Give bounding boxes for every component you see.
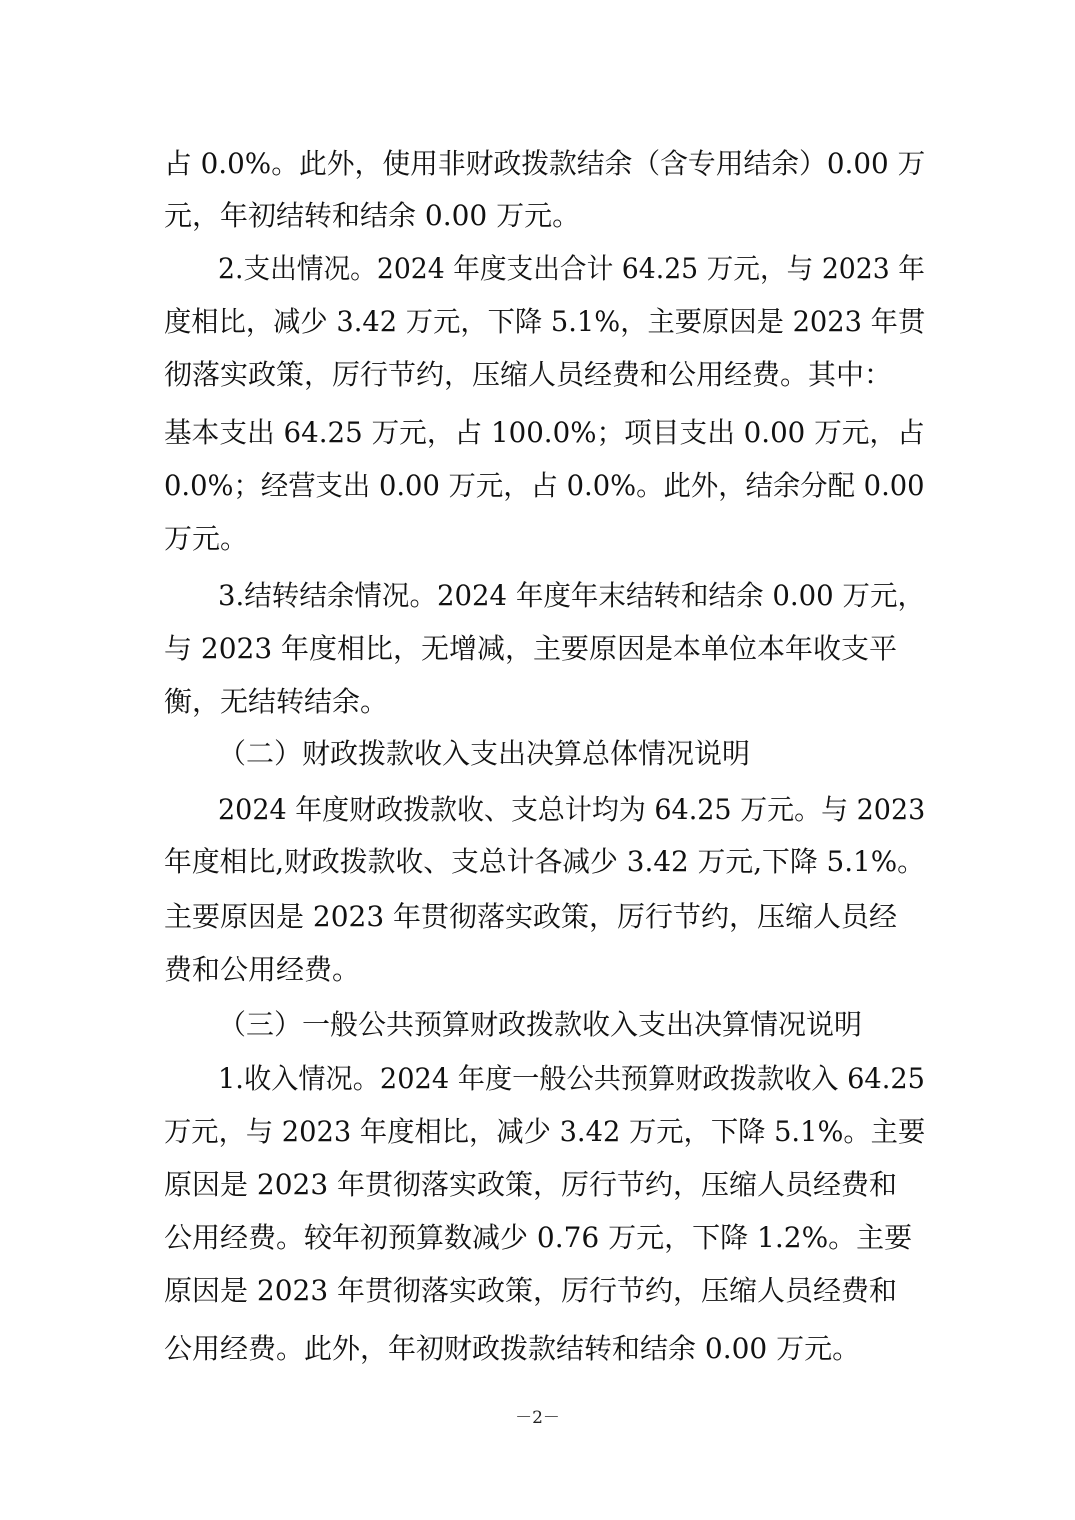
text-line: 基本支出 64.25 万元，占 100.0%；项目支出 0.00 万元，占 (164, 416, 925, 449)
text-line: 原因是 2023 年贯彻落实政策，厉行节约，压缩人员经费和 (164, 1274, 898, 1307)
text-line: 主要原因是 2023 年贯彻落实政策，厉行节约，压缩人员经 (164, 900, 898, 933)
text-line: 占 0.0%。此外，使用非财政拨款结余（含专用结余）0.00 万 (164, 147, 926, 180)
text-line: 1.收入情况。2024 年度一般公共预算财政拨款收入 64.25 (218, 1062, 925, 1095)
text-line: 衡，无结转结余。 (164, 685, 389, 718)
text-line: 度相比，减少 3.42 万元，下降 5.1%，主要原因是 2023 年贯 (164, 305, 926, 338)
text-line: 与 2023 年度相比，无增减，主要原因是本单位本年收支平 (164, 632, 898, 665)
page-number: －2－ (515, 1408, 560, 1428)
text-line: 年度相比,财政拨款收、支总计各减少 3.42 万元,下降 5.1%。 (164, 845, 926, 878)
text-line: 公用经费。此外，年初财政拨款结转和结余 0.00 万元。 (164, 1332, 861, 1365)
text-line: 费和公用经费。 (164, 953, 361, 986)
text-line: 万元。 (164, 522, 249, 555)
text-line: 原因是 2023 年贯彻落实政策，厉行节约，压缩人员经费和 (164, 1168, 898, 1201)
text-line: 2.支出情况。2024 年度支出合计 64.25 万元，与 2023 年 (218, 252, 925, 285)
text-line: 万元，与 2023 年度相比，减少 3.42 万元，下降 5.1%。主要 (164, 1115, 926, 1148)
text-line: 公用经费。较年初预算数减少 0.76 万元，下降 1.2%。主要 (164, 1221, 913, 1254)
text-line: 2024 年度财政拨款收、支总计均为 64.25 万元。与 2023 (218, 793, 926, 826)
text-line: 元，年初结转和结余 0.00 万元。 (164, 199, 581, 232)
text-line: 彻落实政策，厉行节约，压缩人员经费和公用经费。其中： (164, 358, 893, 391)
section-heading: （二）财政拨款收入支出决算总体情况说明 (218, 737, 751, 770)
text-line: 3.结转结余情况。2024 年度年末结转和结余 0.00 万元， (218, 579, 926, 612)
section-heading: （三）一般公共预算财政拨款收入支出决算情况说明 (218, 1008, 863, 1041)
text-line: 0.0%；经营支出 0.00 万元，占 0.0%。此外，结余分配 0.00 (164, 469, 925, 502)
